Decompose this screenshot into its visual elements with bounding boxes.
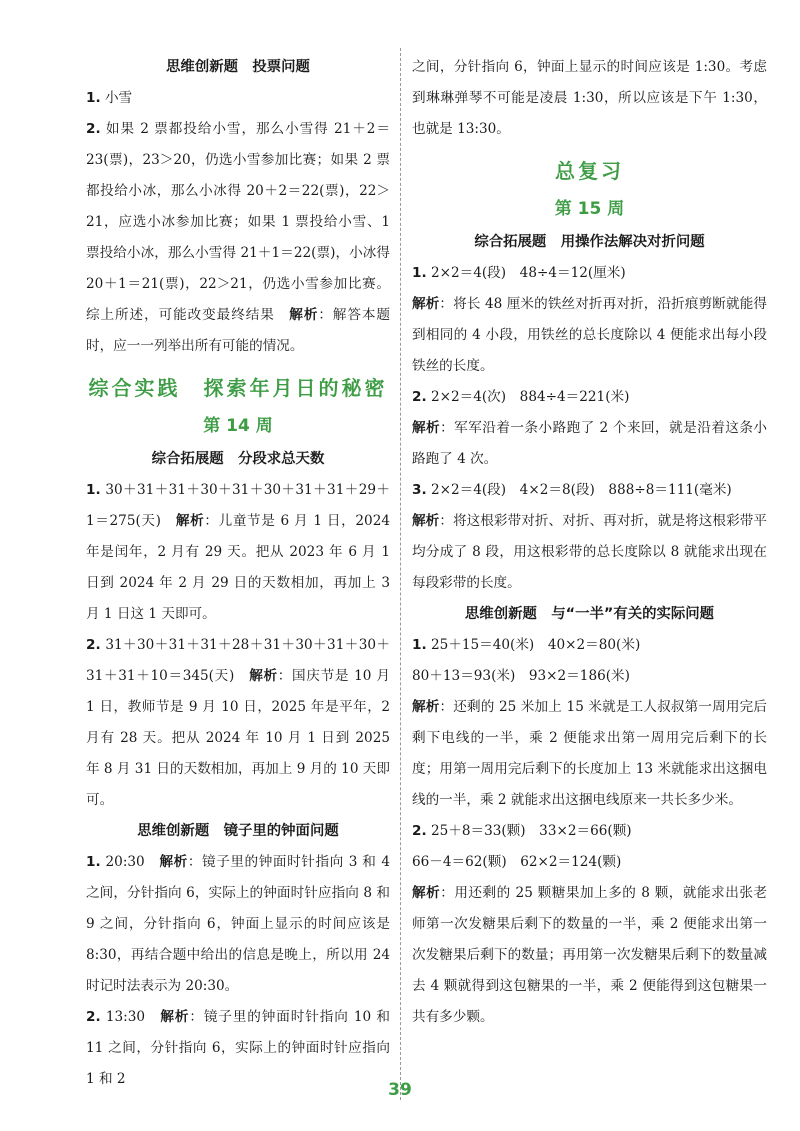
answer-item: 1. 2×2＝4(段) 48÷4＝12(厘米) [412, 265, 626, 281]
section-title-folding: 综合拓展题 用操作法解决对折问题 [474, 234, 705, 250]
answer-item: 2. 如果 2 票都投给小雪，那么小雪得 21＋2＝23(票)，23＞20，仍选小雪参加比赛；如果 2 票都投给小冰，那么小冰得 20＋2＝22(票)，22＞21，应选小冰参加比赛；如果 1 票投给小雪、1 票投给小冰，那么小雪得 21＋1＝22(票)，小冰得 20＋1＝21(票)，22＞21，仍选小雪参加比赛。综上所述，可能改变最终结果 解析：解答本题时，应一一列举出所有可能的情况。 [86, 121, 391, 354]
explanation: 解析：军军沿着一条小路跑了 2 个来回，就是沿着这条小路跑了 4 次。 [412, 420, 767, 467]
week-title: 第 15 周 [554, 199, 625, 219]
continued-text: 之间，分针指向 6，钟面上显示的时间应该是 1:30。考虑到琳琳弹琴不可能是凌晨 1:30，所以应该是下午 1:30，也就是 13:30。 [412, 59, 767, 137]
column-divider [400, 48, 401, 1100]
page-number: 39 [388, 1080, 412, 1100]
unit-title: 综合实践 探索年月日的秘密 [88, 376, 388, 400]
section-title-voting: 思维创新题 投票问题 [166, 59, 310, 75]
answer-item: 1. 25＋15＝40(米) 40×2＝80(米) [412, 637, 641, 653]
explanation: 解析：将长 48 厘米的铁丝对折再对折，沿折痕剪断就能得到相同的 4 小段，用铁丝的总长度除以 4 便能求出每小段铁丝的长度。 [412, 296, 767, 374]
explanation: 解析：用还剩的 25 颗糖果加上多的 8 颗，就能求出张老师第一次发糖果后剩下的数量的一半，乘 2 便能求出第一次发糖果后剩下的数量；再用第一次发糖果后剩下的数量减去 4 颗就得到这包糖果的一半，乘 2 便能得到这包糖果一共有多少颗。 [412, 885, 768, 1025]
section-title-mirror: 思维创新题 镜子里的钟面问题 [137, 823, 339, 839]
answer-line: 80＋13＝93(米) 93×2＝186(米) [412, 668, 630, 684]
answer-line: 66－4＝62(颗) 62×2＝124(颗) [412, 854, 622, 870]
explanation: 解析：将这根彩带对折、对折、再对折，就是将这根彩带平均分成了 8 段，用这根彩带的总长度除以 8 就能求出现在每段彩带的长度。 [412, 513, 767, 591]
explanation: 解析：还剩的 25 米加上 15 米就是工人叔叔第一周用完后剩下电线的一半，乘 2 便能求出第一周用完后剩下的长度；用第一周用完后剩下的长度加上 13 米就能求出这捆电线的一半，乘 2 就能求出这捆电线原来一共长多少米。 [412, 699, 767, 808]
unit-title: 总复习 [555, 159, 624, 183]
answer-item: 3. 2×2＝4(段) 4×2＝8(段) 888÷8＝111(毫米) [412, 482, 732, 498]
week-title: 第 14 周 [203, 416, 273, 436]
section-title-days: 综合拓展题 分段求总天数 [151, 451, 325, 467]
section-title-half: 思维创新题 与“一半”有关的实际问题 [464, 606, 715, 622]
answer-item: 2. 2×2＝4(次) 884÷4＝221(米) [412, 389, 630, 405]
answer-item: 2. 13:30 解析：镜子里的钟面时针指向 10 和 11 之间，分针指向 6，实际上的钟面时针应指向 1 和 2 [86, 1009, 390, 1087]
answer-item: 2. 25＋8＝33(颗) 33×2＝66(颗) [412, 823, 632, 839]
answer-item: 1. 30＋31＋31＋30＋31＋30＋31＋31＋29＋1＝275(天) 解析：儿童节是 6 月 1 日，2024 年是闰年，2 月有 29 天。把从 2023 年 6 月 1 日到 2024 年 2 月 29 日的天数相加，再加上 3 月 1 日这 1 天即可。 [86, 482, 391, 622]
left-column [86, 52, 390, 1095]
right-column [412, 52, 767, 1033]
answer-item: 2. 31＋30＋31＋31＋28＋31＋30＋31＋30＋31＋31＋10＝345(天) 解析：国庆节是 10 月 1 日，教师节是 9 月 10 日，2025 年是平年，2 月有 28 天。把从 2024 年 10 月 1 日到 2025 年 8 月 31 日的天数相加，再加上 9 月的 10 天即可。 [86, 637, 390, 808]
answer-item: 1. 小雪 [86, 90, 133, 106]
answer-item: 1. 20:30 解析：镜子里的钟面时针指向 3 和 4 之间，分针指向 6，实际上的钟面时针应指向 8 和 9 之间，分针指向 6，钟面上显示的时间应该是 8:30，再结合题中给出的信息是晚上，所以用 24 时记时法表示为 20:30。 [86, 854, 391, 994]
